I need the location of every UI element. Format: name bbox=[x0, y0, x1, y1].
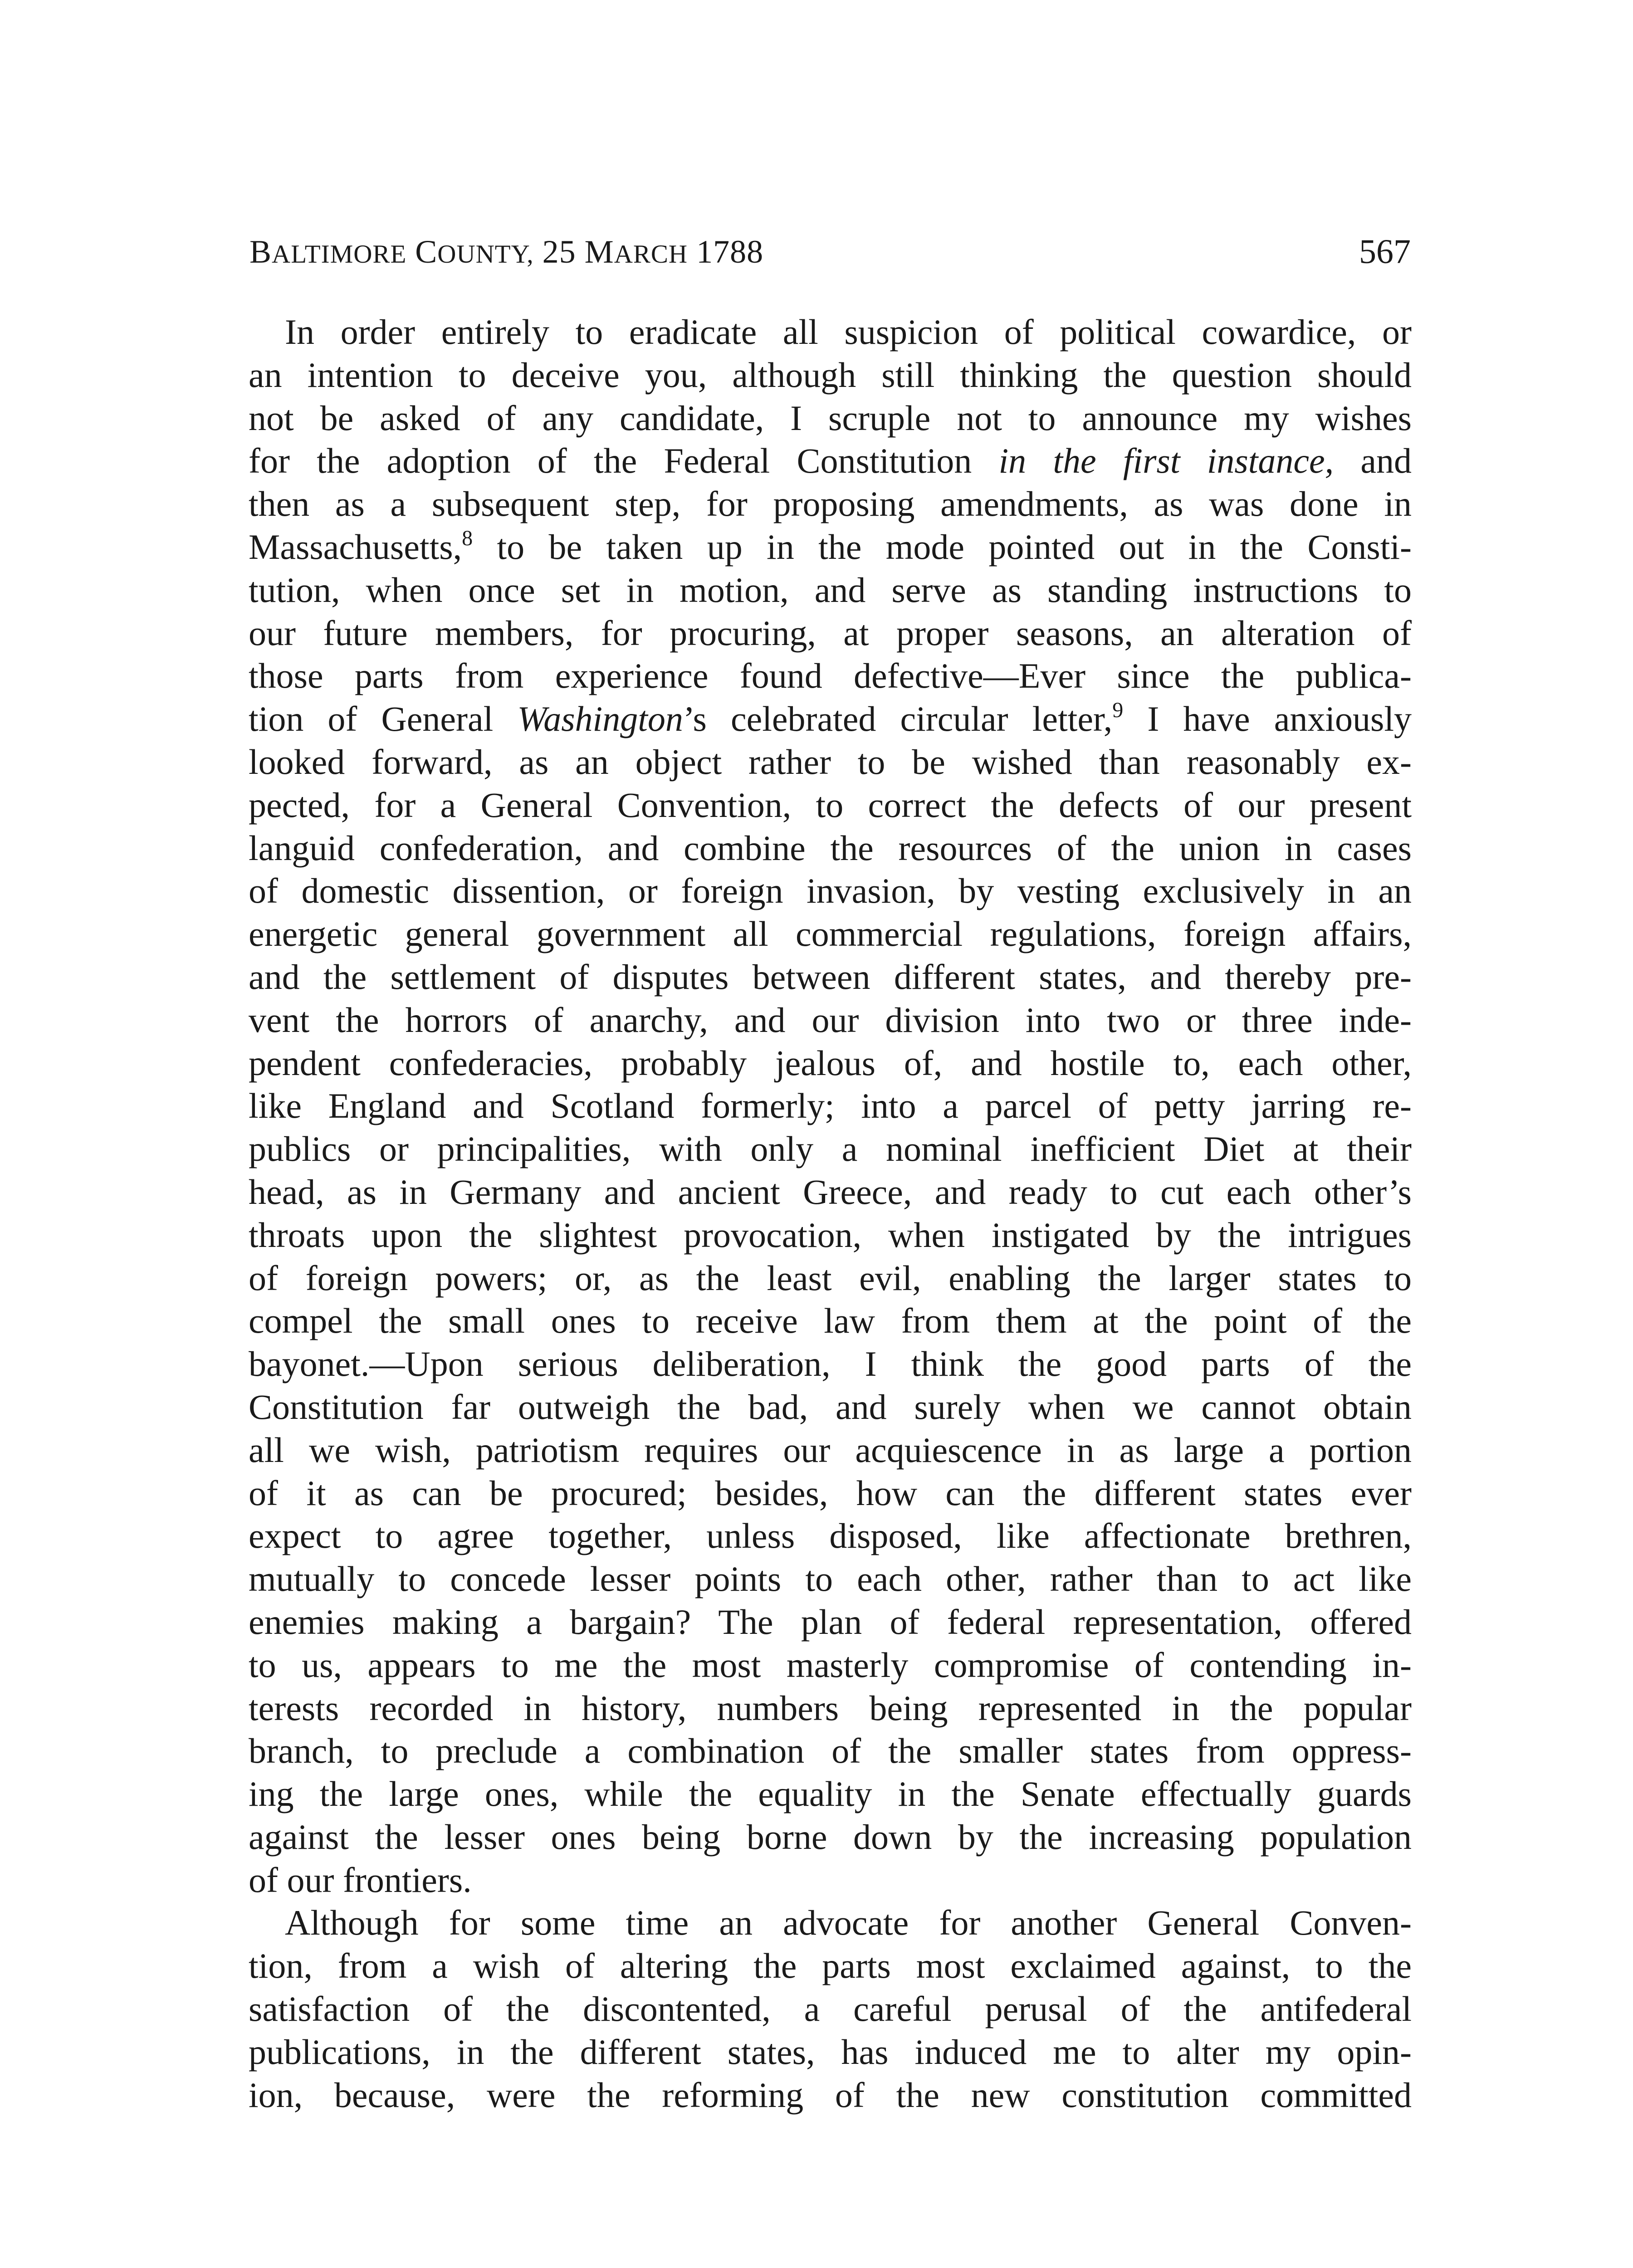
text-line: compel the small ones to receive law from them at the point of the bbox=[249, 1301, 1412, 1341]
text-line: all we wish, patriotism requires our acquiescence in as large a portion bbox=[249, 1430, 1412, 1470]
text-line: throats upon the slightest provocation, when instigated by the intrigues bbox=[249, 1215, 1412, 1255]
text-line: Although for some time an advocate for another General Conven- bbox=[285, 1903, 1412, 1943]
text-line: of domestic dissention, or foreign invasion, by vesting exclusively in an bbox=[249, 871, 1412, 911]
text-line: mutually to concede lesser points to each other, rather than to act like bbox=[249, 1559, 1412, 1599]
text-line: terests recorded in history, numbers being represented in the popular bbox=[249, 1688, 1412, 1728]
running-head bbox=[249, 227, 1411, 277]
paragraph-1 bbox=[249, 311, 1412, 1901]
body-text bbox=[249, 311, 1412, 2116]
text-line: looked forward, as an object rather to be wished than reasonably ex- bbox=[249, 742, 1412, 782]
text-line: then as a subsequent step, for proposing amendments, as was done in bbox=[249, 484, 1412, 524]
text-line: an intention to deceive you, although still thinking the question should bbox=[249, 355, 1412, 395]
text-line: and the settlement of disputes between different states, and thereby pre- bbox=[249, 957, 1412, 997]
text-line: publications, in the different states, has induced me to alter my opin- bbox=[249, 2032, 1412, 2072]
text-line: energetic general government all commercial regulations, foreign affairs, bbox=[249, 914, 1412, 954]
text-line: of our frontiers. bbox=[249, 1860, 472, 1900]
text-line: satisfaction of the discontented, a careful perusal of the antifederal bbox=[249, 1989, 1412, 2029]
text-line: tution, when once set in motion, and serve as standing instructions to bbox=[249, 570, 1412, 610]
footnote-marker: 9 bbox=[1112, 698, 1124, 723]
text-line: vent the horrors of anarchy, and our division into two or three inde- bbox=[249, 1000, 1412, 1040]
text-line: Constitution far outweigh the bad, and surely when we cannot obtain bbox=[249, 1387, 1412, 1427]
page-number: 567 bbox=[1359, 233, 1411, 271]
text-line: Massachusetts,$^8$ to be taken up in the mode pointed out in the Consti- bbox=[249, 526, 1412, 567]
text-line: languid confederation, and combine the resources of the union in cases bbox=[249, 828, 1412, 868]
text-line: pendent confederacies, probably jealous of, and hostile to, each other, bbox=[249, 1043, 1412, 1083]
text-line: tion, from a wish of altering the parts most exclaimed against, to the bbox=[249, 1946, 1412, 1986]
text-line: of foreign powers; or, as the least evil, enabling the larger states to bbox=[249, 1258, 1412, 1298]
running-head-title: BALTIMORE COUNTY, 25 MARCH 1788 bbox=[249, 234, 764, 270]
text-line: our future members, for procuring, at proper seasons, an alteration of bbox=[249, 613, 1412, 653]
text-line: against the lesser ones being borne down by the increasing population bbox=[249, 1817, 1412, 1857]
text-line: ion, because, were the reforming of the new constitution committed bbox=[249, 2075, 1412, 2115]
text-line: not be asked of any candidate, I scruple not to announce my wishes bbox=[249, 398, 1412, 438]
text-line: branch, to preclude a combination of the smaller states from oppress- bbox=[249, 1731, 1412, 1771]
text-line: ing the large ones, while the equality in the Senate effectually guards bbox=[249, 1774, 1412, 1814]
text-line: bayonet.—Upon serious deliberation, I think the good parts of the bbox=[249, 1344, 1412, 1384]
footnote-marker: 8 bbox=[462, 526, 473, 550]
text-line: expect to agree together, unless disposed, like affectionate brethren, bbox=[249, 1516, 1412, 1556]
text-line: enemies making a bargain? The plan of federal representation, offered bbox=[249, 1602, 1412, 1642]
text-line: pected, for a General Convention, to correct the defects of our present bbox=[249, 785, 1412, 825]
text-line: head, as in Germany and ancient Greece, and ready to cut each other’s bbox=[249, 1172, 1412, 1212]
text-line: those parts from experience found defective—Ever since the publica- bbox=[249, 656, 1412, 696]
text-line: tion of General Washington’s celebrated circular letter,$^9$ I have anxiously bbox=[249, 698, 1412, 739]
text-line: In order entirely to eradicate all suspicion of political cowardice, or bbox=[285, 312, 1412, 352]
text-line: like England and Scotland formerly; into a parcel of petty jarring re- bbox=[249, 1086, 1412, 1126]
italic-emphasis: in the first instance, bbox=[998, 441, 1334, 481]
text-line: to us, appears to me the most masterly compromise of contending in- bbox=[249, 1645, 1412, 1685]
text-line: publics or principalities, with only a nominal inefficient Diet at their bbox=[249, 1129, 1412, 1169]
paragraph-2 bbox=[249, 1901, 1412, 2116]
text-line: of it as can be procured; besides, how can the different states ever bbox=[249, 1473, 1412, 1513]
italic-name: Washington bbox=[517, 699, 683, 739]
text-line: for the adoption of the Federal Constitution in the first instance, and bbox=[249, 441, 1412, 481]
